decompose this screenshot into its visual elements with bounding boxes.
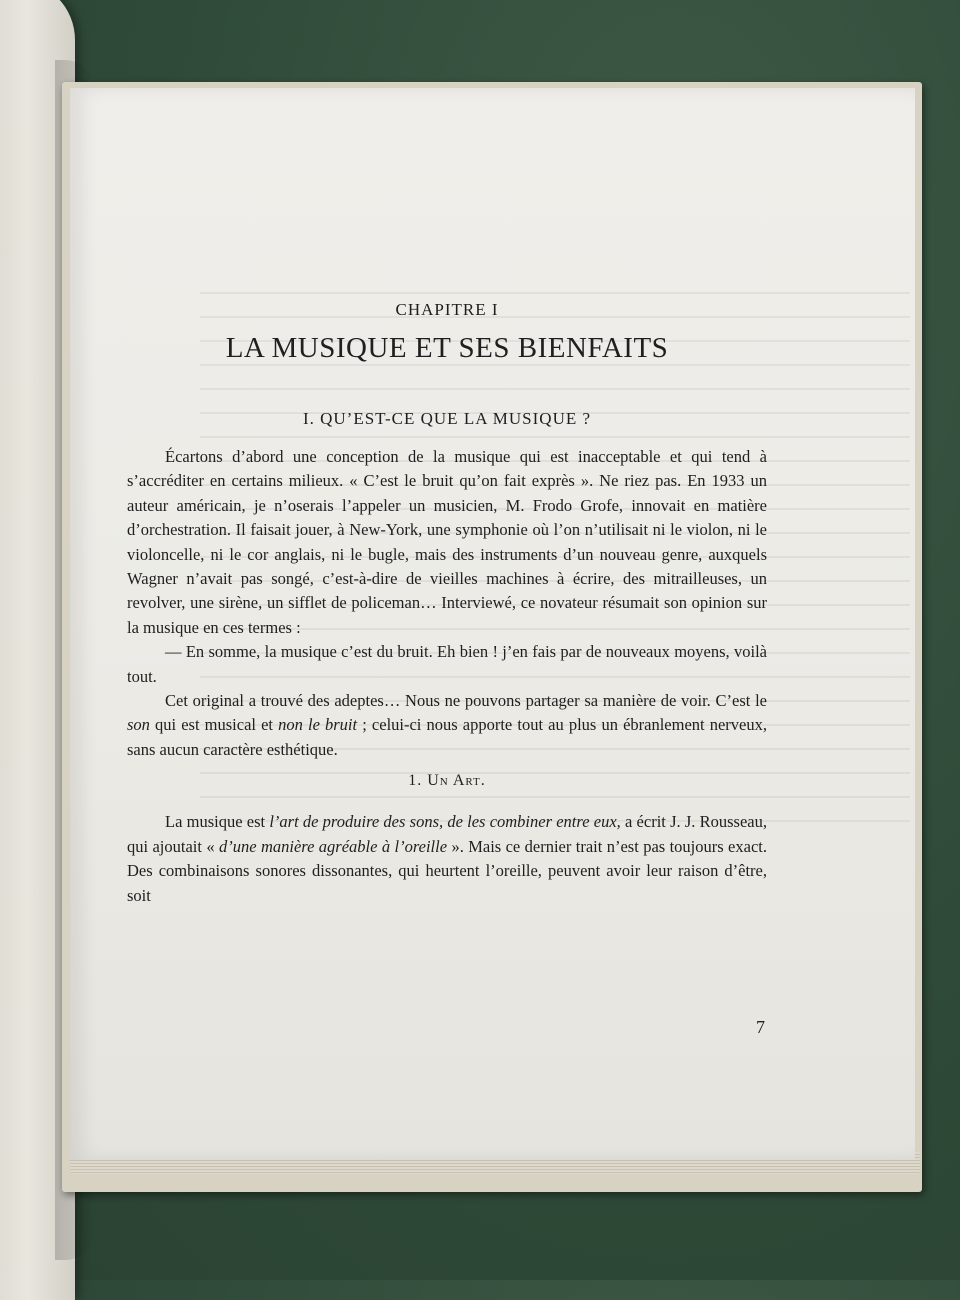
page-number: 7: [756, 1017, 765, 1037]
paragraph-3-emphasis-bruit: non le bruit: [278, 715, 358, 735]
subsection-title: Un Art.: [427, 772, 486, 790]
page-content: [127, 300, 767, 908]
chapter-label: CHAPITRE I: [395, 300, 499, 319]
paragraph-4-emphasis-quote: d’une manière agréable à l’oreille: [219, 836, 448, 856]
chapter-title: LA MUSIQUE ET SES BIENFAITS: [225, 332, 669, 364]
paragraph-4-text: a écrit J. J. Rousseau, qui ajoutait «: [127, 812, 767, 856]
paragraph-4-text: ». Mais ce dernier trait n’est pas toujours exact. Des combinaisons sonores dissonantes, qui heurtent l’oreille, peuvent avoir leur raison d’être, soit: [127, 836, 767, 905]
subsection-number: 1.: [408, 772, 423, 790]
section-title: I. QU’EST-CE QUE LA MUSIQUE ?: [302, 409, 592, 428]
paragraph-4-emphasis-definition: l’art de produire des sons, de les combiner entre eux,: [269, 812, 621, 832]
paragraph-3-text: ; celui-ci nous apporte tout au plus un ébranlement nerveux, sans aucun caractère esthétique.: [127, 715, 767, 759]
paragraph-2: — En somme, la musique c’est du bruit. Eh bien ! j’en fais par de nouveaux moyens, voilà tout.: [127, 642, 767, 686]
paragraph-3-emphasis-son: son: [127, 715, 150, 735]
paragraph-3-text: qui est musical et: [149, 715, 279, 735]
paragraph-4: [127, 810, 767, 908]
subsection-heading: [127, 772, 767, 790]
paragraph-3-text: Cet original a trouvé des adeptes… Nous ne pouvons partager sa manière de voir. C’est le: [165, 691, 767, 711]
paragraph-1: Écartons d’abord une conception de la musique qui est inacceptable et qui tend à s’accréditer en certains milieux. « C’est le bruit qu’on fait exprès ». Ne riez pas. En 1933 un auteur américain, je n’oserais l’appeler un musicien, M. Frodo Grofe, innovait en matière d’orchestration. Il faisait jouer, à New-York, une symphonie où l’on n’utilisait ni le violon, ni le violoncelle, ni le cor anglais, ni le bugle, mais des instruments d’un nouveau genre, auxquels Wagner n’avait pas songé, c’est-à-dire de vieilles machines à écrire, des mitrailleuses, un revolver, une sirène, un sifflet de policeman… Interviewé, ce novateur résumait son opinion sur la musique en ces termes :: [127, 447, 767, 637]
paragraph-3: [127, 689, 767, 762]
paragraph-4-text: La musique est: [165, 812, 270, 832]
